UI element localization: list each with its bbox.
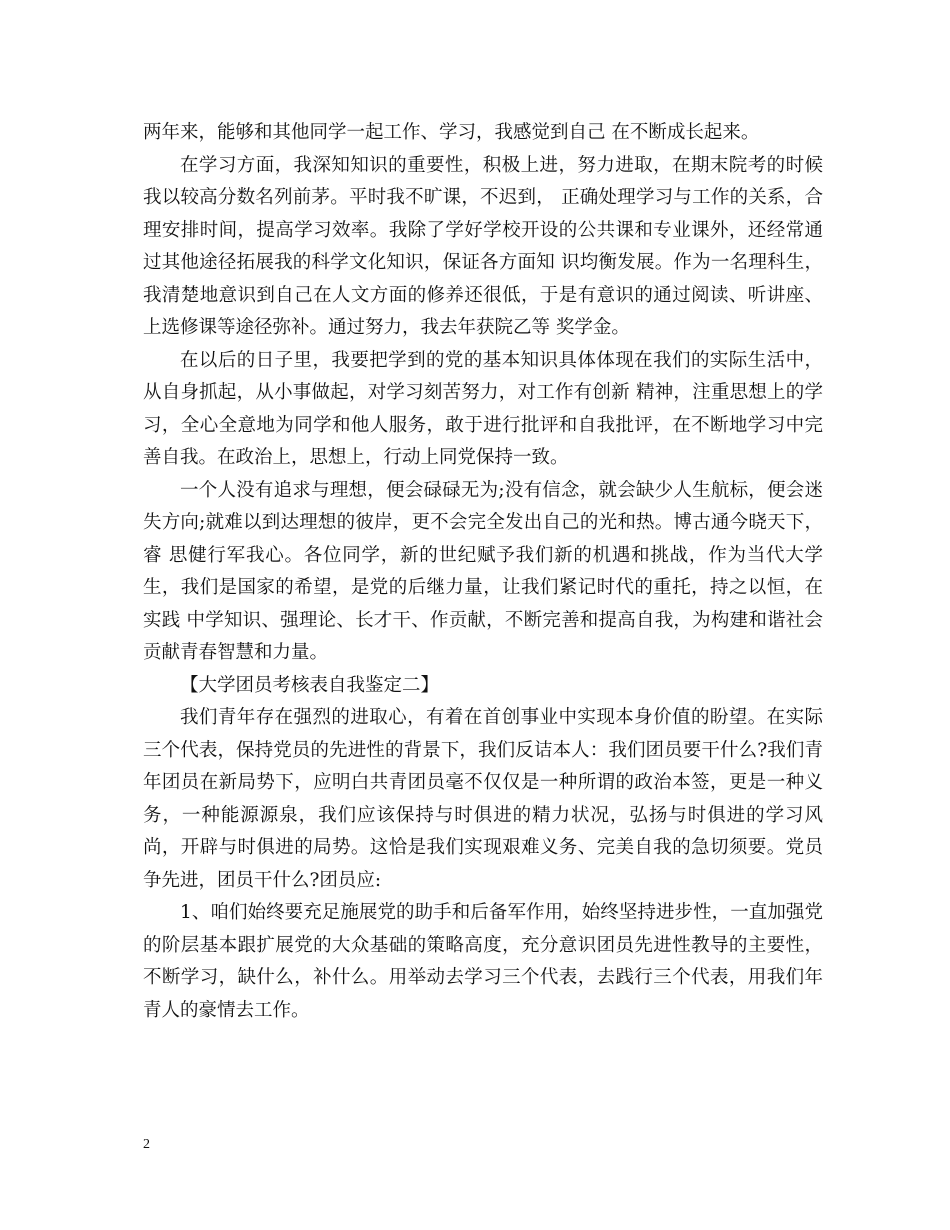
paragraph-6: 1、咱们始终要充足施展党的助手和后备军作用，始终坚持进步性，一直加强党的阶层基本跟扩展党的大众基础的策略高度，充分意识团员先进性教导的主要性，不断学习，缺什么，补什么。用举动去学习三个代表，去践行三个代表，用我们年青人的豪情去工作。: [143, 902, 823, 1021]
paragraph-4: 一个人没有追求与理想，便会碌碌无为;没有信念，就会缺少人生航标，便会迷失方向;就难以到达理想的彼岸，更不会完全发出自己的光和热。博古通今晓天下，睿 思健行军我心。各位同学，新的世纪赋予我们新的机遇和挑战，作为当代大学生，我们是国家的希望，是党的后继力量，让我们紧记时代的重托，持之以恒，在实践 中学知识、强理论、长才干、作贡献，不断完善和提高自我，为构建和谐社会贡献青春智慧和力量。: [143, 479, 823, 663]
paragraph-3: 在以后的日子里，我要把学到的党的基本知识具体体现在我们的实际生活中，从自身抓起，从小事做起，对学习刻苦努力，对工作有创新 精神，注重思想上的学习，全心全意地为同学和他人服务，敢于进行批评和自我批评，在不断地学习中完善自我。在政治上，思想上，行动上同党保持一致。: [143, 349, 823, 468]
paragraph-1: 两年来，能够和其他同学一起工作、学习，我感觉到自己 在不断成长起来。: [143, 122, 760, 143]
paragraph-5: 我们青年存在强烈的进取心，有着在首创事业中实现本身价值的盼望。在实际三个代表，保持党员的先进性的背景下，我们反诘本人：我们团员要干什么?我们青年团员在新局势下，应明白共青团员毫不仅仅是一种所谓的政治本签，更是一种义务，一种能源源泉，我们应该保持与时俱进的精力状况，弘扬与时俱进的学习风尚，开辟与时俱进的局势。这恰是我们实现艰难义务、完美自我的急切须要。党员争先进，团员干什么?团员应:: [143, 707, 823, 891]
paragraph-2: 在学习方面，我深知知识的重要性，积极上进，努力进取，在期末院考的时候我以较高分数名列前茅。平时我不旷课，不迟到， 正确处理学习与工作的关系，合理安排时间，提高学习效率。我除了学好学校开设的公共课和专业课外，还经常通过其他途径拓展我的科学文化知识，保证各方面知 识均衡发展。作为一名理科生，我清楚地意识到自己在人文方面的修养还很低，于是有意识的通过阅读、听讲座、上选修课等途径弥补。通过努力，我去年获院乙等 奖学金。: [143, 154, 823, 338]
page-number: 2: [143, 1137, 150, 1152]
document-body: [143, 117, 823, 1027]
section-heading: 【大学团员考核表自我鉴定二】: [180, 674, 440, 696]
